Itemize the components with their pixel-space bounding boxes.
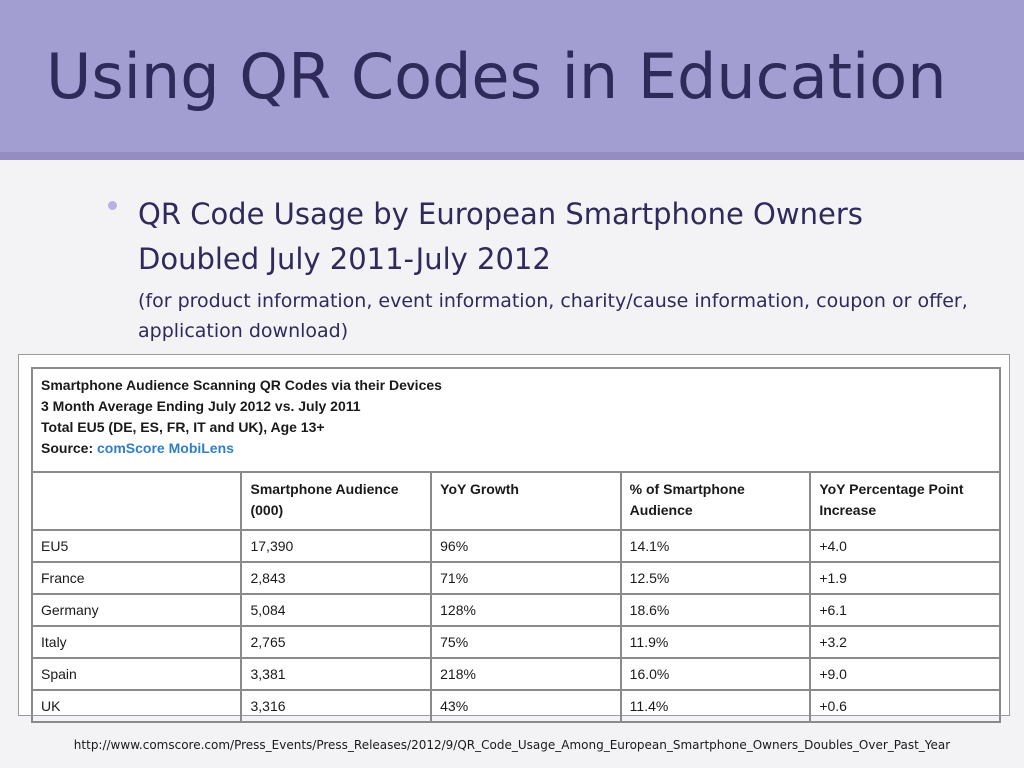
cell-audience: 5,084: [241, 594, 431, 626]
cell-audience: 17,390: [241, 530, 431, 562]
cell-pct-audience: 18.6%: [621, 594, 811, 626]
header-line-2: 3 Month Average Ending July 2012 vs. July 2011: [41, 398, 361, 414]
header-line-1: Smartphone Audience Scanning QR Codes via their Devices: [41, 377, 442, 393]
table-row: [32, 594, 1000, 626]
cell-region: Spain: [32, 658, 241, 690]
column-header-audience: Smartphone Audience (000): [241, 472, 431, 530]
column-header-row: [32, 472, 1000, 530]
qr-usage-table: [31, 367, 1001, 723]
cell-pct-audience: 11.9%: [621, 626, 811, 658]
bullet-main-text: QR Code Usage by European Smartphone Owners Doubled July 2011-July 2012: [138, 197, 863, 276]
table-row: [32, 658, 1000, 690]
cell-yoy-growth: 96%: [431, 530, 621, 562]
cell-pp-increase: +4.0: [810, 530, 1000, 562]
header-line-3: Total EU5 (DE, ES, FR, IT and UK), Age 13+: [41, 419, 325, 435]
cell-yoy-growth: 75%: [431, 626, 621, 658]
cell-audience: 2,765: [241, 626, 431, 658]
cell-pp-increase: +6.1: [810, 594, 1000, 626]
cell-pp-increase: +3.2: [810, 626, 1000, 658]
cell-region: Germany: [32, 594, 241, 626]
cell-region: Italy: [32, 626, 241, 658]
source-url: http://www.comscore.com/Press_Events/Press_Releases/2012/9/QR_Code_Usage_Among_European_Smartphone_Owners_Doubles_Over_Past_Year: [73, 738, 951, 752]
table-row: [32, 626, 1000, 658]
cell-yoy-growth: 43%: [431, 690, 621, 722]
source-line: [41, 438, 991, 459]
source-name: comScore MobiLens: [97, 440, 234, 456]
bullet-dot-icon: [108, 201, 117, 210]
bullet-sub-text: (for product information, event information, charity/cause information, coupon or offer, application download): [138, 290, 968, 342]
table-header-cell: [32, 368, 1000, 472]
cell-audience: 3,381: [241, 658, 431, 690]
table-row: [32, 530, 1000, 562]
column-header-region: [32, 472, 241, 530]
cell-yoy-growth: 128%: [431, 594, 621, 626]
column-header-pct-audience: % of Smartphone Audience: [621, 472, 811, 530]
cell-pct-audience: 14.1%: [621, 530, 811, 562]
cell-pct-audience: 16.0%: [621, 658, 811, 690]
table-image-frame: [18, 354, 1010, 716]
bullet-block: [108, 192, 988, 346]
cell-audience: 2,843: [241, 562, 431, 594]
cell-pp-increase: +9.0: [810, 658, 1000, 690]
column-header-yoy-growth: YoY Growth: [431, 472, 621, 530]
cell-pct-audience: 11.4%: [621, 690, 811, 722]
cell-yoy-growth: 218%: [431, 658, 621, 690]
cell-region: EU5: [32, 530, 241, 562]
cell-region: UK: [32, 690, 241, 722]
cell-audience: 3,316: [241, 690, 431, 722]
table-header-row: [32, 368, 1000, 472]
cell-pct-audience: 12.5%: [621, 562, 811, 594]
title-band-stripe: [0, 152, 1024, 160]
cell-region: France: [32, 562, 241, 594]
slide-title: Using QR Codes in Education: [46, 40, 947, 113]
cell-yoy-growth: 71%: [431, 562, 621, 594]
source-label: Source:: [41, 440, 98, 456]
table-row: [32, 562, 1000, 594]
cell-pp-increase: +1.9: [810, 562, 1000, 594]
cell-pp-increase: +0.6: [810, 690, 1000, 722]
table-row: [32, 690, 1000, 722]
column-header-pp-increase: YoY Percentage Point Increase: [810, 472, 1000, 530]
